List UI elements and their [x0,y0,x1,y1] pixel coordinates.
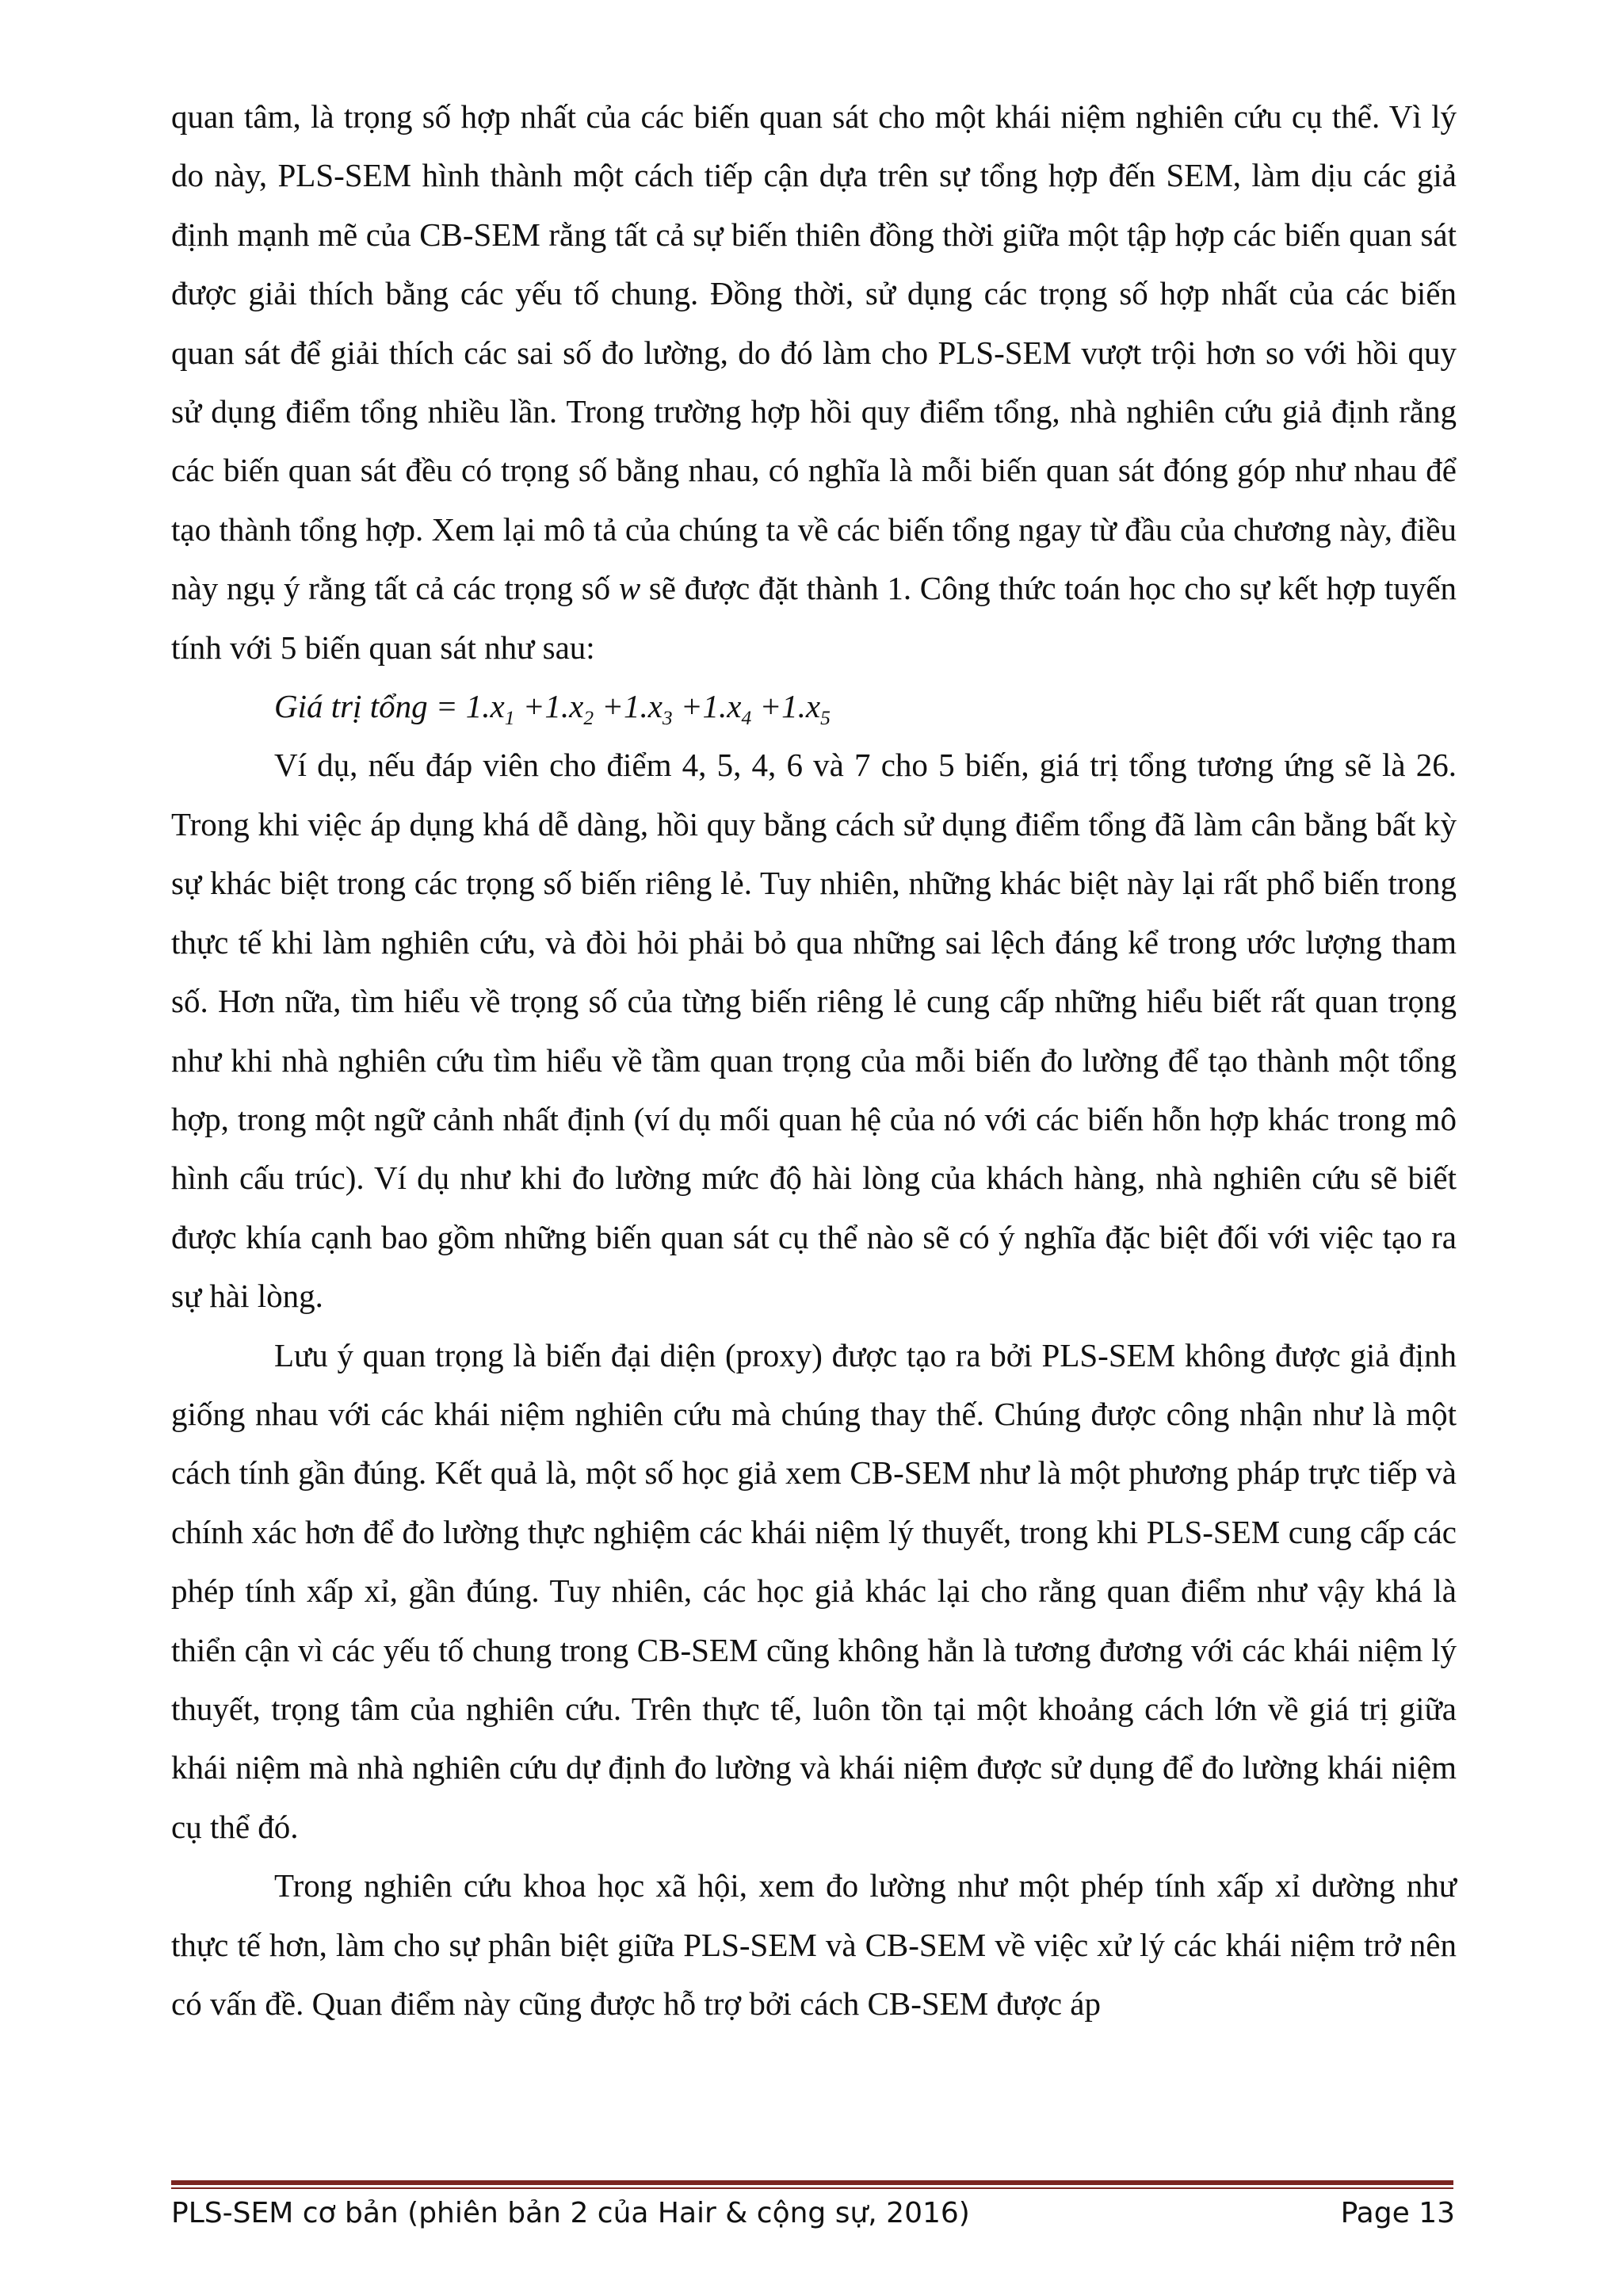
formula-subscript: 1 [504,707,515,730]
formula-term: +1.x [594,688,663,725]
footer-rule-thick [171,2180,1453,2185]
formula-term: +1.x [751,688,821,725]
formula-subscript: 4 [741,707,752,730]
paragraph-1 [171,87,1457,677]
formula-subscript: 3 [662,707,673,730]
page-number: Page 13 [1340,2197,1455,2229]
formula-subscript: 5 [820,707,831,730]
sum-formula [171,677,1457,735]
paragraph-2: Ví dụ, nếu đáp viên cho điểm 4, 5, 4, 6 và 7 cho 5 biến, giá trị tổng tương ứng sẽ là 26. Trong khi việc áp dụng khá dễ dàng, hồi quy bằng cách sử dụng điểm tổng đã làm cân bằng bất kỳ sự khác biệt trong các trọng số biến riêng lẻ. Tuy nhiên, những khác biệt này lại rất phổ biến trong thực tế khi làm nghiên cứu, và đòi hỏi phải bỏ qua những sai lệch đáng kể trong ước lượng tham số. Hơn nữa, tìm hiểu về trọng số của từng biến riêng lẻ cung cấp những hiểu biết rất quan trọng như khi nhà nghiên cứu tìm hiểu về tầm quan trọng của mỗi biến đo lường để tạo thành một tổng hợp, trong một ngữ cảnh nhất định (ví dụ mối quan hệ của nó với các biến hỗn hợp khác trong mô hình cấu trúc). Ví dụ như khi đo lường mức độ hài lòng của khách hàng, nhà nghiên cứu sẽ biết được khía cạnh bao gồm những biến quan sát cụ thể nào sẽ có ý nghĩa đặc biệt đối với việc tạo ra sự hài lòng. [171,747,1457,1315]
formula-term: +1.x [672,688,742,725]
paragraph-1-end: sẽ được đặt thành 1. Công thức toán học cho sự kết hợp tuyến tính với 5 biến quan sát như sau: [171,570,1457,666]
body-text [171,87,1457,2033]
formula-lhs: Giá trị tổng = [274,688,466,725]
footer-rule-thin [171,2187,1453,2189]
formula-term: +1.x [514,688,584,725]
paragraph-3: Lưu ý quan trọng là biến đại diện (proxy) được tạo ra bởi PLS-SEM không được giả định giống nhau với các khái niệm nghiên cứu mà chúng thay thế. Chúng được công nhận như là một cách tính gần đúng. Kết quả là, một số học giả xem CB-SEM như là một phương pháp trực tiếp và chính xác hơn để đo lường thực nghiệm các khái niệm lý thuyết, trong khi PLS-SEM cung cấp các phép tính xấp xỉ, gần đúng. Tuy nhiên, các học giả khác lại cho rằng quan điểm như vậy khá là thiển cận vì các yếu tố chung trong CB-SEM cũng không hẳn là tương đương với các khái niệm lý thuyết, trọng tâm của nghiên cứu. Trên thực tế, luôn tồn tại một khoảng cách lớn về giá trị giữa khái niệm mà nhà nghiên cứu dự định đo lường và khái niệm được sử dụng để đo lường khái niệm cụ thể đó. [171,1336,1457,1845]
paragraph-4: Trong nghiên cứu khoa học xã hội, xem đo lường như một phép tính xấp xỉ dường như thực tế hơn, làm cho sự phân biệt giữa PLS-SEM và CB-SEM về việc xử lý các khái niệm trở nên có vấn đề. Quan điểm này cũng được hỗ trợ bởi cách CB-SEM được áp [171,1867,1457,2022]
formula-subscript: 2 [583,707,594,730]
variable-w: w [618,570,641,607]
footer-title: PLS-SEM cơ bản (phiên bản 2 của Hair & cộng sự, 2016) [171,2197,970,2229]
formula-term: 1.x [465,688,505,725]
paragraph-1-text: quan tâm, là trọng số hợp nhất của các biến quan sát cho một khái niệm nghiên cứu cụ thể. Vì lý do này, PLS-SEM hình thành một cách tiếp cận dựa trên sự tổng hợp đến SEM, làm dịu các giả định mạnh mẽ của CB-SEM rằng tất cả sự biến thiên đồng thời giữa một tập hợp các biến quan sát được giải thích bằng các yếu tố chung. Đồng thời, sử dụng các trọng số hợp nhất của các biến quan sát để giải thích các sai số đo lường, do đó làm cho PLS-SEM vượt trội hơn so với hồi quy sử dụng điểm tổng nhiều lần. Trong trường hợp hồi quy điểm tổng, nhà nghiên cứu giả định rằng các biến quan sát đều có trọng số bằng nhau, có nghĩa là mỗi biến quan sát đóng góp như nhau để tạo thành tổng hợp. Xem lại mô tả của chúng ta về các biến tổng ngay từ đầu của chương này, điều này ngụ ý rằng tất cả các trọng số [171,98,1457,607]
